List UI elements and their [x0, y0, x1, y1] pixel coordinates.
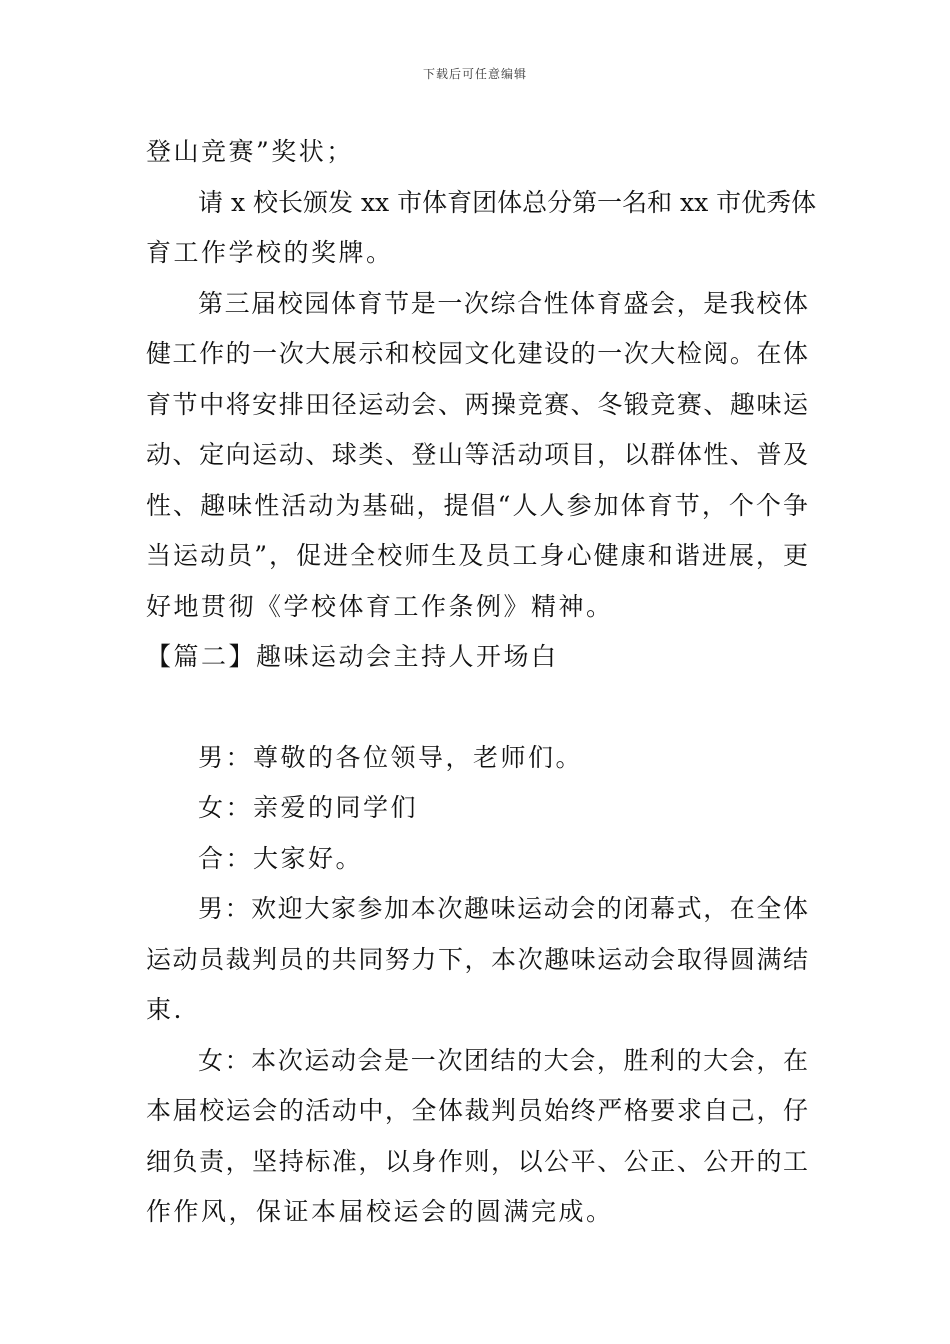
dialogue-line: 女：本次运动会是一次团结的大会，胜利的大会，在 [198, 1045, 808, 1075]
text-line: 动、定向运动、球类、登山等活动项目，以群体性、普及 [146, 440, 808, 469]
text-line: 健工作的一次大展示和校园文化建设的一次大检阅。在体 [146, 339, 808, 368]
section-heading: 【篇二】趣味运动会主持人开场白 [146, 642, 559, 671]
text-line: 细负责，坚持标准，以身作则，以公平、公正、公开的工 [146, 1146, 808, 1176]
text-line: 好地贯彻《学校体育工作条例》精神。 [146, 591, 614, 621]
dialogue-line: 男：尊敬的各位领导，老师们。 [198, 742, 584, 772]
text-line: 束. [146, 995, 184, 1024]
dialogue-line: 女：亲爱的同学们 [198, 793, 419, 822]
text-line: 第三届校园体育节是一次综合性体育盛会，是我校体 [198, 288, 808, 318]
text-line: 本届校运会的活动中，全体裁判员始终严格要求自己，仔 [146, 1096, 808, 1125]
text-line: 作作风，保证本届校运会的圆满完成。 [146, 1197, 614, 1226]
blank-line [146, 683, 808, 733]
text-line: 请 x 校长颁发 xx 市体育团体总分第一名和 xx 市优秀体 [198, 187, 817, 217]
document-body [146, 127, 817, 1238]
text-line: 当运动员”，促进全校师生及员工身心健康和谐进展，更 [146, 541, 808, 570]
text-line: 性、趣味性活动为基础，提倡“人人参加体育节，个个争 [146, 490, 808, 520]
page-header: 下载后可任意编辑 [422, 67, 527, 81]
text-line: 运动员裁判员的共同努力下，本次趣味运动会取得圆满结 [146, 944, 808, 974]
text-line: 登山竞赛”奖状； [146, 137, 354, 166]
text-line: 育节中将安排田径运动会、两操竞赛、冬锻竞赛、趣味运 [146, 389, 808, 419]
dialogue-line: 男：欢迎大家参加本次趣味运动会的闭幕式，在全体 [198, 894, 808, 923]
text-line: 育工作学校的奖牌。 [146, 238, 394, 267]
dialogue-line: 合：大家好。 [198, 843, 364, 873]
